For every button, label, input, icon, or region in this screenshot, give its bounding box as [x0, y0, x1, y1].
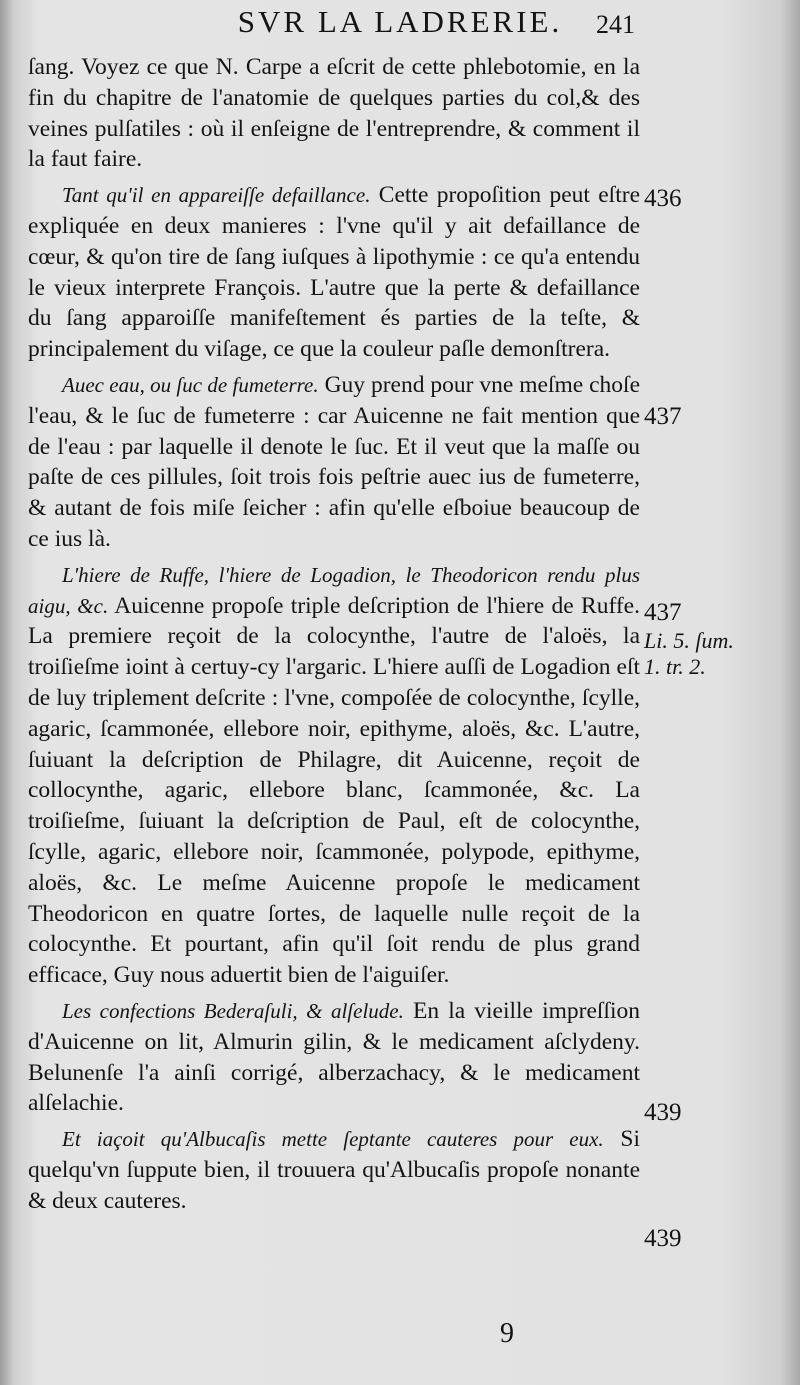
body-text	[28, 52, 640, 1221]
lemma: Et iaçoit qu'Albucaſis mette ſeptante cauteres pour eux.	[62, 1127, 604, 1152]
paragraph	[28, 996, 640, 1119]
paragraph	[28, 560, 640, 991]
margin-note-number: 439	[644, 1099, 682, 1126]
paragraph-text: Si quelqu'vn ſuppute bien, il trouuera qu'Albucaſis propoſe nonante & deux cauteres.	[28, 1126, 641, 1214]
lemma: Tant qu'il en appareiſſe defaillance.	[62, 183, 371, 208]
page-number: 241	[596, 10, 635, 39]
margin-note-number: 436	[644, 185, 682, 212]
paragraph-text: Auicenne propoſe triple deſcription de l'hiere de Ruffe. La premiere reçoit de la colocynthe, l'autre de l'aloës, la troiſieſme ioint à certuy-cy l'argaric. L'hiere auſſi de Logadion eſt de luy triplement deſcrite : l'vne, compoſée de colocynthe, ſcylle, agaric, ſcammonée, ellebore noir, epithyme, aloës, &c. L'autre, ſuiuant la deſcription de Philagre, dit Auicenne, reçoit de collocynthe, agaric, ellebore blanc, ſcammonée, &c. La troiſieſme, ſuiuant la deſcription de Paul, eſt de colocynthe, ſcylle, agaric, ellebore noir, ſcammonée, polypode, epithyme, aloës, &c. Le meſme Auicenne propoſe le medicament Theodoricon en quatre ſortes, de laquelle nulle reçoit de la colocynthe. Et pourtant, afin qu'il ſoit rendu de plus grand efficace, Guy nous aduertit bien de l'aiguiſer.	[28, 592, 640, 989]
paragraph-text: Guy prend pour vne meſme choſe l'eau, & le ſuc de fumeterre : car Auicenne ne fait mention que de l'eau : par laquelle il denote le ſuc. Et il veut que la maſſe ou paſte de ces pillules, ſoit trois fois peſtrie auec ius de fumeterre, & autant de fois miſe ſeicher : afin qu'elle eſboiue beaucoup de ce ius là.	[28, 371, 641, 552]
paragraph-text: Cette propoſition peut eſtre expliquée en deux manieres : l'vne qu'il y ait defaillance de cœur, & qu'on tire de ſang iuſques à lipothymie : ce qu'a entendu le vieux interprete François. L'autre que la perte & defaillance du ſang apparoiſſe manifeſtement és parties de la teſte, & principalement du viſage, ce que la couleur paſle demonſtrera.	[28, 182, 640, 363]
paragraph	[28, 1124, 640, 1216]
paragraph	[28, 370, 640, 555]
paragraph-text: En la vieille impreſſion d'Auicenne on lit, Almurin gilin, & le medicament aſclydeny. Belunenſe l'a ainſi corrigé, alberzachacy, & le medicament alſelachie.	[28, 997, 640, 1117]
lemma: Auec eau, ou ſuc de fumeterre.	[62, 372, 319, 397]
margin-note-reference: Li. 5. ſum.	[644, 628, 734, 653]
paragraph	[28, 180, 640, 365]
catchword: 9	[500, 1318, 514, 1349]
margin-note-number: 439	[644, 1225, 682, 1252]
lemma: L'hiere de Ruffe, l'hiere de Logadion, le Theodoricon rendu plus aigu, &c.	[28, 562, 640, 618]
margin-note-reference: 1. tr. 2.	[644, 654, 706, 679]
lemma: Les confections Bederaſuli, & alſelude.	[62, 998, 404, 1023]
paragraph	[28, 52, 640, 175]
running-title: SVR LA LADRERIE.	[237, 4, 563, 39]
paragraph-text: ſang. Voyez ce que N. Carpe a eſcrit de cette phlebotomie, en la fin du chapitre de l'anatomie de quelques parties du col,& des veines pulſatiles : où il enſeigne de l'entreprendre, & comment il la faut faire.	[28, 54, 640, 173]
margin-note-number: 437	[644, 599, 682, 626]
margin-note-number: 437	[644, 403, 682, 430]
